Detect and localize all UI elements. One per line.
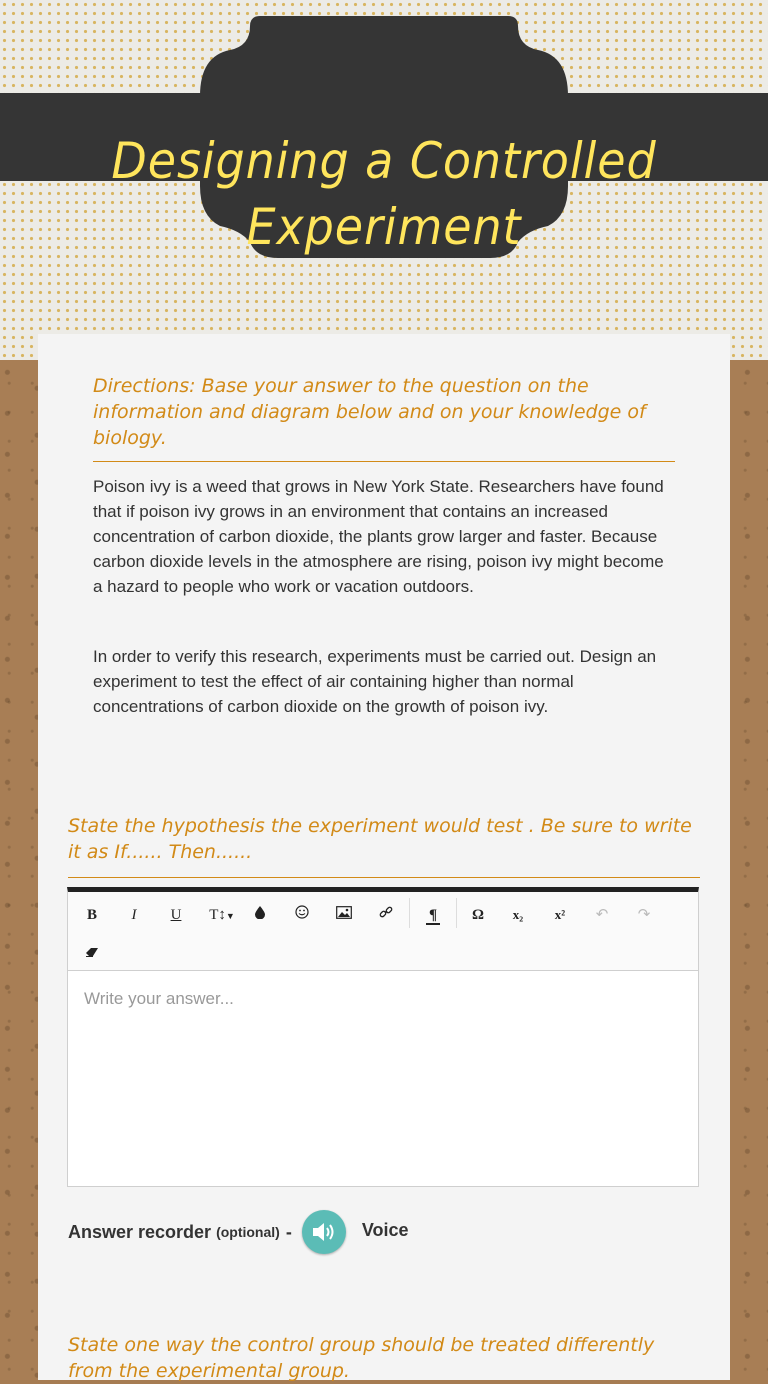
editor-toolbar — [68, 892, 698, 971]
superscript-button[interactable]: x² — [554, 907, 566, 922]
underline-button[interactable]: U — [170, 907, 182, 923]
paragraph-label: ¶ — [428, 907, 438, 923]
reading-passage — [93, 474, 675, 719]
paragraph-button[interactable] — [417, 901, 449, 929]
redo-button[interactable]: ↷ — [637, 907, 651, 923]
text-size-dropdown[interactable] — [202, 901, 242, 929]
directions-text: Directions: Base your answer to the question on the information and diagram below and on your knowledge of biology. — [93, 373, 675, 462]
recorder-optional: (optional) — [216, 1224, 280, 1240]
question-hypothesis: State the hypothesis the experiment would test . Be sure to write it as If...... Then...... — [68, 813, 700, 878]
link-icon[interactable] — [370, 901, 402, 929]
eraser-icon[interactable] — [76, 939, 108, 967]
passage-paragraph-1: Poison ivy is a weed that grows in New York State. Researchers have found that if poison ivy grows in an environment that contains an increased concentration of carbon dioxide, the plants grow larger and faster. Because carbon dioxide levels in the atmosphere are rising, poison ivy might become a hazard to people who work or vacation outdoors. — [93, 477, 664, 596]
recorder-label: Answer recorder — [68, 1221, 212, 1242]
voice-record-button[interactable] — [302, 1210, 346, 1254]
color-drop-icon[interactable] — [244, 901, 276, 929]
recorder-dash: - — [285, 1221, 292, 1242]
arrow-right-icon — [426, 923, 440, 925]
voice-label: Voice — [361, 1219, 409, 1240]
undo-button[interactable]: ↶ — [595, 907, 609, 923]
toolbar-divider — [456, 898, 457, 928]
answer-editor[interactable] — [67, 887, 699, 1187]
bold-button[interactable]: B — [86, 907, 97, 923]
smiley-icon[interactable] — [286, 901, 318, 929]
toolbar-divider — [409, 898, 410, 928]
image-icon[interactable] — [328, 901, 360, 929]
passage-paragraph-2: In order to verify this research, experiments must be carried out. Design an experiment to test the effect of air containing higher than normal concentrations of carbon dioxide on the growth of poison ivy. — [93, 647, 657, 716]
question-control-group: State one way the control group should be treated differently from the experimental group. — [68, 1334, 655, 1382]
caret-down-icon: ▼ — [225, 911, 235, 921]
answer-textarea[interactable]: Write your answer... — [84, 989, 234, 1008]
speaker-icon — [310, 1220, 338, 1244]
answer-recorder — [68, 1208, 409, 1256]
special-char-button[interactable]: Ω — [471, 907, 484, 923]
italic-button[interactable]: I — [131, 907, 137, 923]
page-title: Designing a Controlled Experiment — [111, 132, 657, 256]
text-size-label: T↕ — [209, 907, 226, 923]
subscript-button[interactable]: x₂ — [512, 907, 524, 922]
